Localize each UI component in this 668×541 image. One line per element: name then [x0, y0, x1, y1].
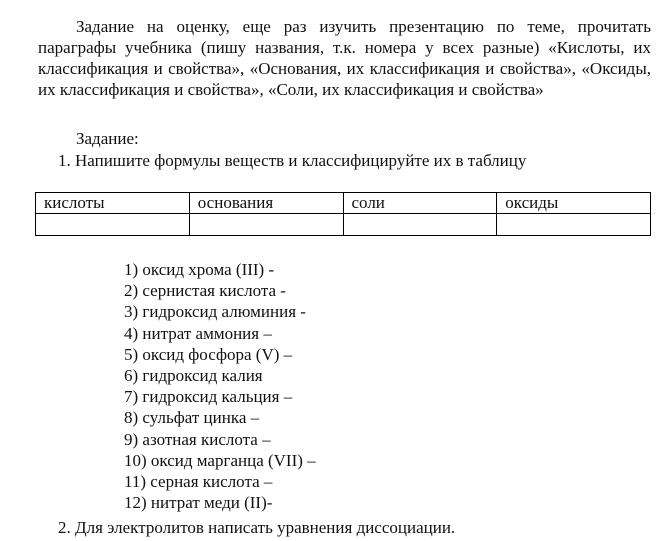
list-item: 4) нитрат аммония – [124, 323, 272, 343]
list-item: 11) серная кислота – [124, 472, 273, 492]
task-two-instruction: 2. Для электролитов написать уравнения диссоциации. [58, 518, 456, 537]
cell-acids [36, 214, 190, 236]
header-salts: соли [343, 193, 497, 214]
classification-table [35, 192, 651, 236]
table-header-row [36, 193, 651, 214]
header-oxides: оксиды [497, 193, 651, 214]
list-item: 3) гидроксид алюминия - [124, 302, 306, 322]
list-item: 5) оксид фосфора (V) – [124, 344, 293, 364]
header-bases: основания [189, 193, 343, 214]
list-item: 8) сульфат цинка – [124, 408, 260, 428]
substance-list [124, 259, 316, 513]
cell-salts [343, 214, 497, 236]
list-item: 6) гидроксид калия [124, 366, 263, 386]
header-acids: кислоты [36, 193, 190, 214]
task-one-instruction: 1. Напишите формулы веществ и классифицируйте их в таблицу [58, 151, 527, 170]
table-row [36, 214, 651, 236]
intro-paragraph: Задание на оценку, еще раз изучить презентацию по теме, прочитать параграфы учебника (пишу названия, т.к. номера у всех разные) «Кислоты, их классификация и свойства», «Основания, их классификация и свойства», «Оксиды, их классификация и свойства», «Соли, их классификация и свойства» [38, 17, 651, 99]
cell-bases [189, 214, 343, 236]
list-item: 12) нитрат меди (II)- [124, 493, 273, 513]
list-item: 7) гидроксид кальция – [124, 387, 293, 407]
list-item: 9) азотная кислота – [124, 429, 271, 449]
task-heading: Задание: [76, 129, 139, 148]
list-item: 2) сернистая кислота - [124, 281, 286, 301]
cell-oxides [497, 214, 651, 236]
list-item: 10) оксид марганца (VII) – [124, 450, 316, 470]
list-item: 1) оксид хрома (III) - [124, 260, 275, 279]
